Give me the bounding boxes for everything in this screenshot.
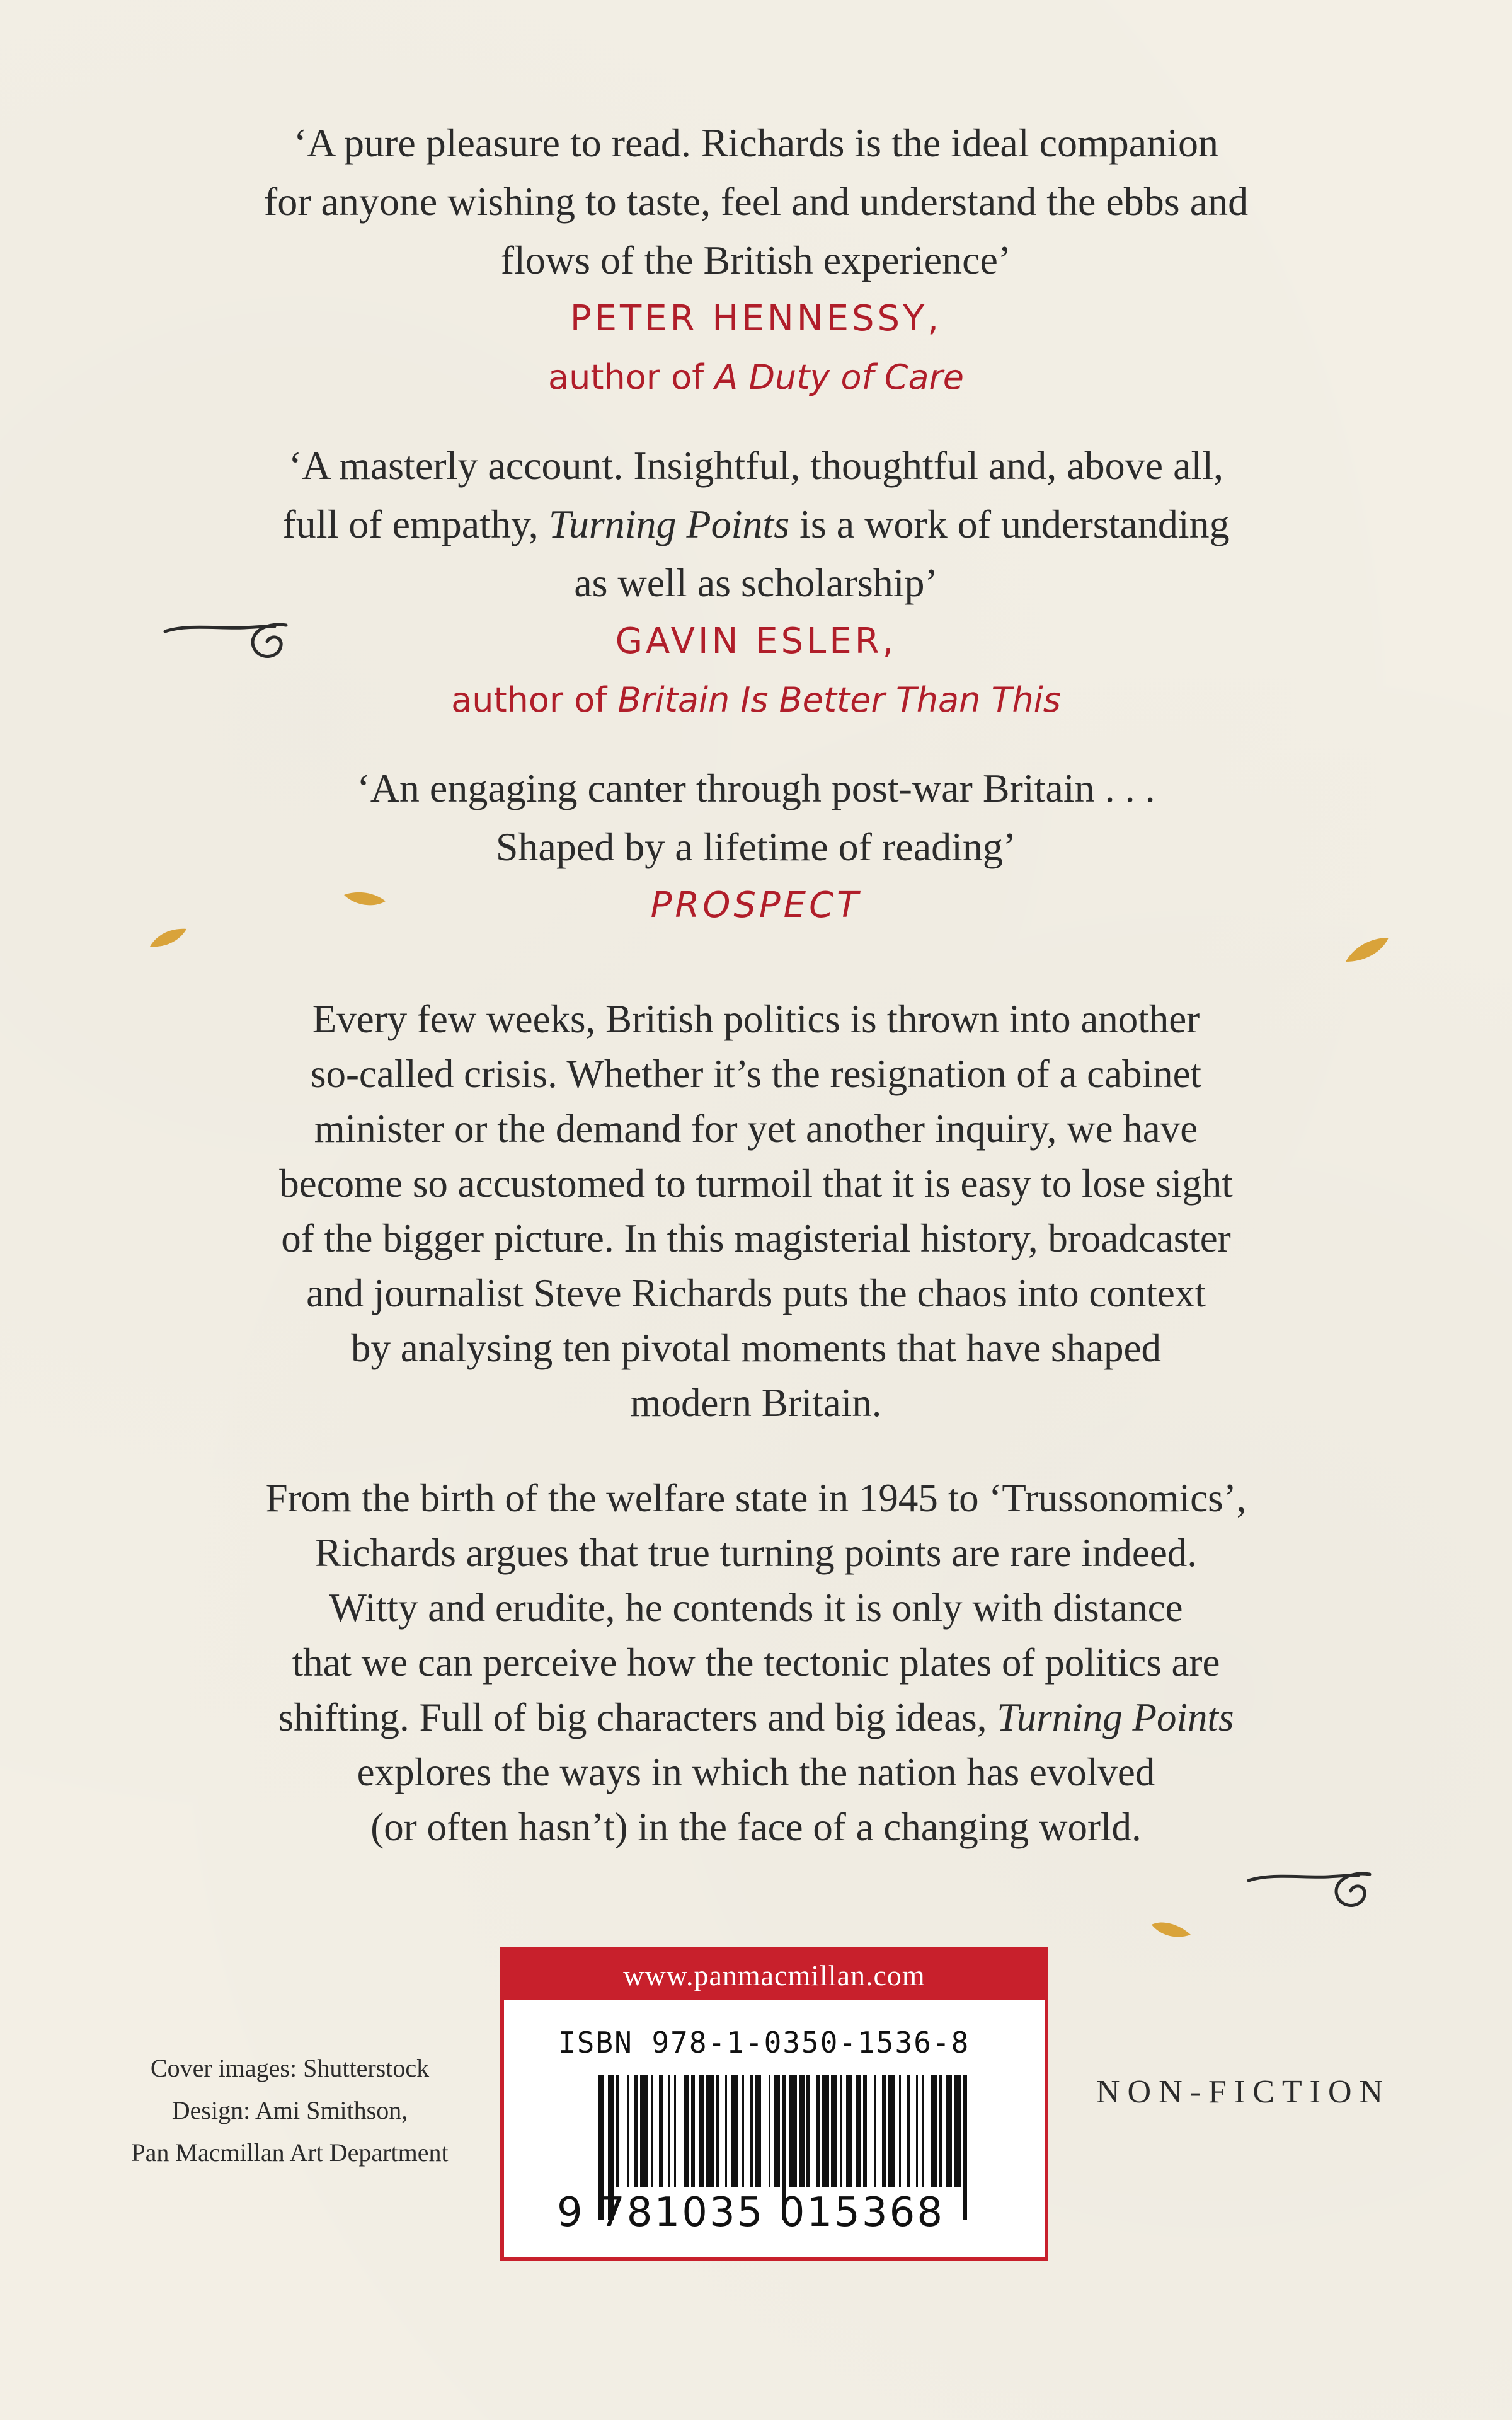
barcode-bar: [755, 2075, 761, 2187]
quote-line: ‘An engaging canter through post-war Britain . . .: [357, 766, 1155, 810]
barcode-bar: [846, 2075, 852, 2187]
barcode-bar: [742, 2075, 744, 2187]
barcode-bar: [831, 2075, 837, 2187]
barcode-bar: [691, 2075, 695, 2187]
barcode-bar: [634, 2075, 638, 2187]
blurb-line: From the birth of the welfare state in 1945 to ‘Trussonomics’,: [265, 1476, 1247, 1520]
blurb-line: modern Britain.: [630, 1381, 882, 1425]
barcode-bar: [863, 2075, 867, 2187]
barcode-bar: [931, 2075, 937, 2187]
barcode-bar: [659, 2075, 663, 2187]
category-label: NON-FICTION: [1096, 2074, 1391, 2110]
barcode-bar: [816, 2075, 820, 2187]
barcode-bar: [939, 2075, 942, 2187]
barcode-bar: [916, 2075, 918, 2187]
barcode-bar: [899, 2075, 901, 2187]
barcode-bar: [769, 2075, 770, 2187]
leaf-icon: [146, 920, 190, 952]
blurb-line: (or often hasn’t) in the face of a changing world.: [370, 1805, 1142, 1849]
blurb-line: and journalist Steve Richards puts the chaos into context: [306, 1271, 1206, 1315]
blurb-line: Richards argues that true turning points are rare indeed.: [314, 1531, 1198, 1575]
barcode-bar: [640, 2075, 648, 2187]
quote-attribution-name: GAVIN ESLER,: [615, 621, 897, 662]
barcode-bar: [616, 2075, 619, 2187]
barcode-bar: [882, 2075, 886, 2187]
barcode-bar: [750, 2075, 753, 2187]
isbn-label: ISBN 978-1-0350-1536-8: [558, 2025, 970, 2060]
leaf-icon: [340, 882, 391, 914]
barcode-bar: [922, 2075, 924, 2187]
barcode-bar: [840, 2075, 842, 2187]
quote-hennessy: [0, 113, 1512, 406]
barcode-bar: [716, 2075, 719, 2187]
barcode-bar: [789, 2075, 797, 2187]
quote-attribution-name: PROSPECT: [650, 885, 862, 926]
barcode-bar: [946, 2075, 952, 2187]
barcode-bar: [731, 2075, 738, 2187]
blurb-line: become so accustomed to turmoil that it is easy to lose sight: [279, 1161, 1233, 1206]
credit-line: Pan Macmillan Art Department: [131, 2138, 449, 2167]
blurb-line: by analysing ten pivotal moments that have shaped: [351, 1326, 1161, 1370]
barcode-bar: [774, 2075, 780, 2187]
leaf-icon: [1342, 930, 1392, 968]
barcode-bar: [668, 2075, 670, 2187]
quote-attribution-work: author of A Duty of Care: [548, 357, 964, 397]
blurb-line: so-called crisis. Whether it’s the resignation of a cabinet: [310, 1052, 1202, 1096]
barcode-bar: [822, 2075, 829, 2187]
barcode-bar: [684, 2075, 689, 2187]
blurb-line: of the bigger picture. In this magisterial history, broadcaster: [281, 1216, 1231, 1260]
quote-line: full of empathy, Turning Points is a work of understanding: [282, 502, 1230, 546]
quote-line: for anyone wishing to taste, feel and understand the ebbs and: [263, 179, 1249, 224]
barcode-bar: [806, 2075, 810, 2187]
quote-esler: [0, 436, 1512, 729]
quote-prospect: [0, 759, 1512, 935]
credit-line: Cover images: Shutterstock: [150, 2054, 430, 2082]
barcode-bar: [954, 2075, 961, 2187]
barcode-bar: [699, 2075, 704, 2187]
barcode-bar: [888, 2075, 895, 2187]
blurb-line: Every few weeks, British politics is thrown into another: [312, 997, 1200, 1041]
publisher-url: www.panmacmillan.com: [504, 1951, 1045, 2000]
barcode-bar: [856, 2075, 861, 2187]
barcode-number: 9 781035 015368: [557, 2189, 945, 2236]
barcode-bar: [674, 2075, 676, 2187]
barcode-bar: [799, 2075, 805, 2187]
blurb-paragraph-1: [0, 992, 1512, 1431]
barcode-bar: [725, 2075, 727, 2187]
quote-attribution-work: author of Britain Is Better Than This: [451, 680, 1061, 720]
isbn-barcode-box: [500, 1947, 1048, 2261]
quote-line: ‘A pure pleasure to read. Richards is the ideal companion: [294, 120, 1218, 165]
blurb-paragraph-2: [0, 1471, 1512, 1855]
blurb-line: that we can perceive how the tectonic plates of politics are: [292, 1640, 1220, 1685]
quote-line: flows of the British experience’: [500, 238, 1012, 282]
barcode-bar: [651, 2075, 653, 2187]
blurb-line: Witty and erudite, he contends it is only with distance: [329, 1586, 1183, 1630]
quote-line: ‘A masterly account. Insightful, thoughtful and, above all,: [288, 443, 1224, 488]
credit-line: Design: Ami Smithson,: [171, 2096, 408, 2124]
leaf-icon: [1149, 1916, 1193, 1947]
blurb-line: explores the ways in which the nation has evolved: [357, 1750, 1155, 1794]
barcode-bar: [907, 2075, 910, 2187]
swirl-ornament-icon: [1246, 1859, 1378, 1928]
blurb-line: shifting. Full of big characters and big ideas, Turning Points: [278, 1695, 1234, 1739]
swirl-ornament-icon: [163, 610, 295, 679]
blurb-line: minister or the demand for yet another inquiry, we have: [314, 1107, 1198, 1151]
cover-credits: [101, 2047, 479, 2174]
quote-line: as well as scholarship’: [574, 560, 938, 605]
quote-line: Shaped by a lifetime of reading’: [495, 824, 1017, 869]
barcode-bar: [706, 2075, 714, 2187]
barcode-bar: [874, 2075, 876, 2187]
barcode-bar: [627, 2075, 629, 2187]
quote-attribution-name: PETER HENNESSY,: [570, 298, 942, 339]
